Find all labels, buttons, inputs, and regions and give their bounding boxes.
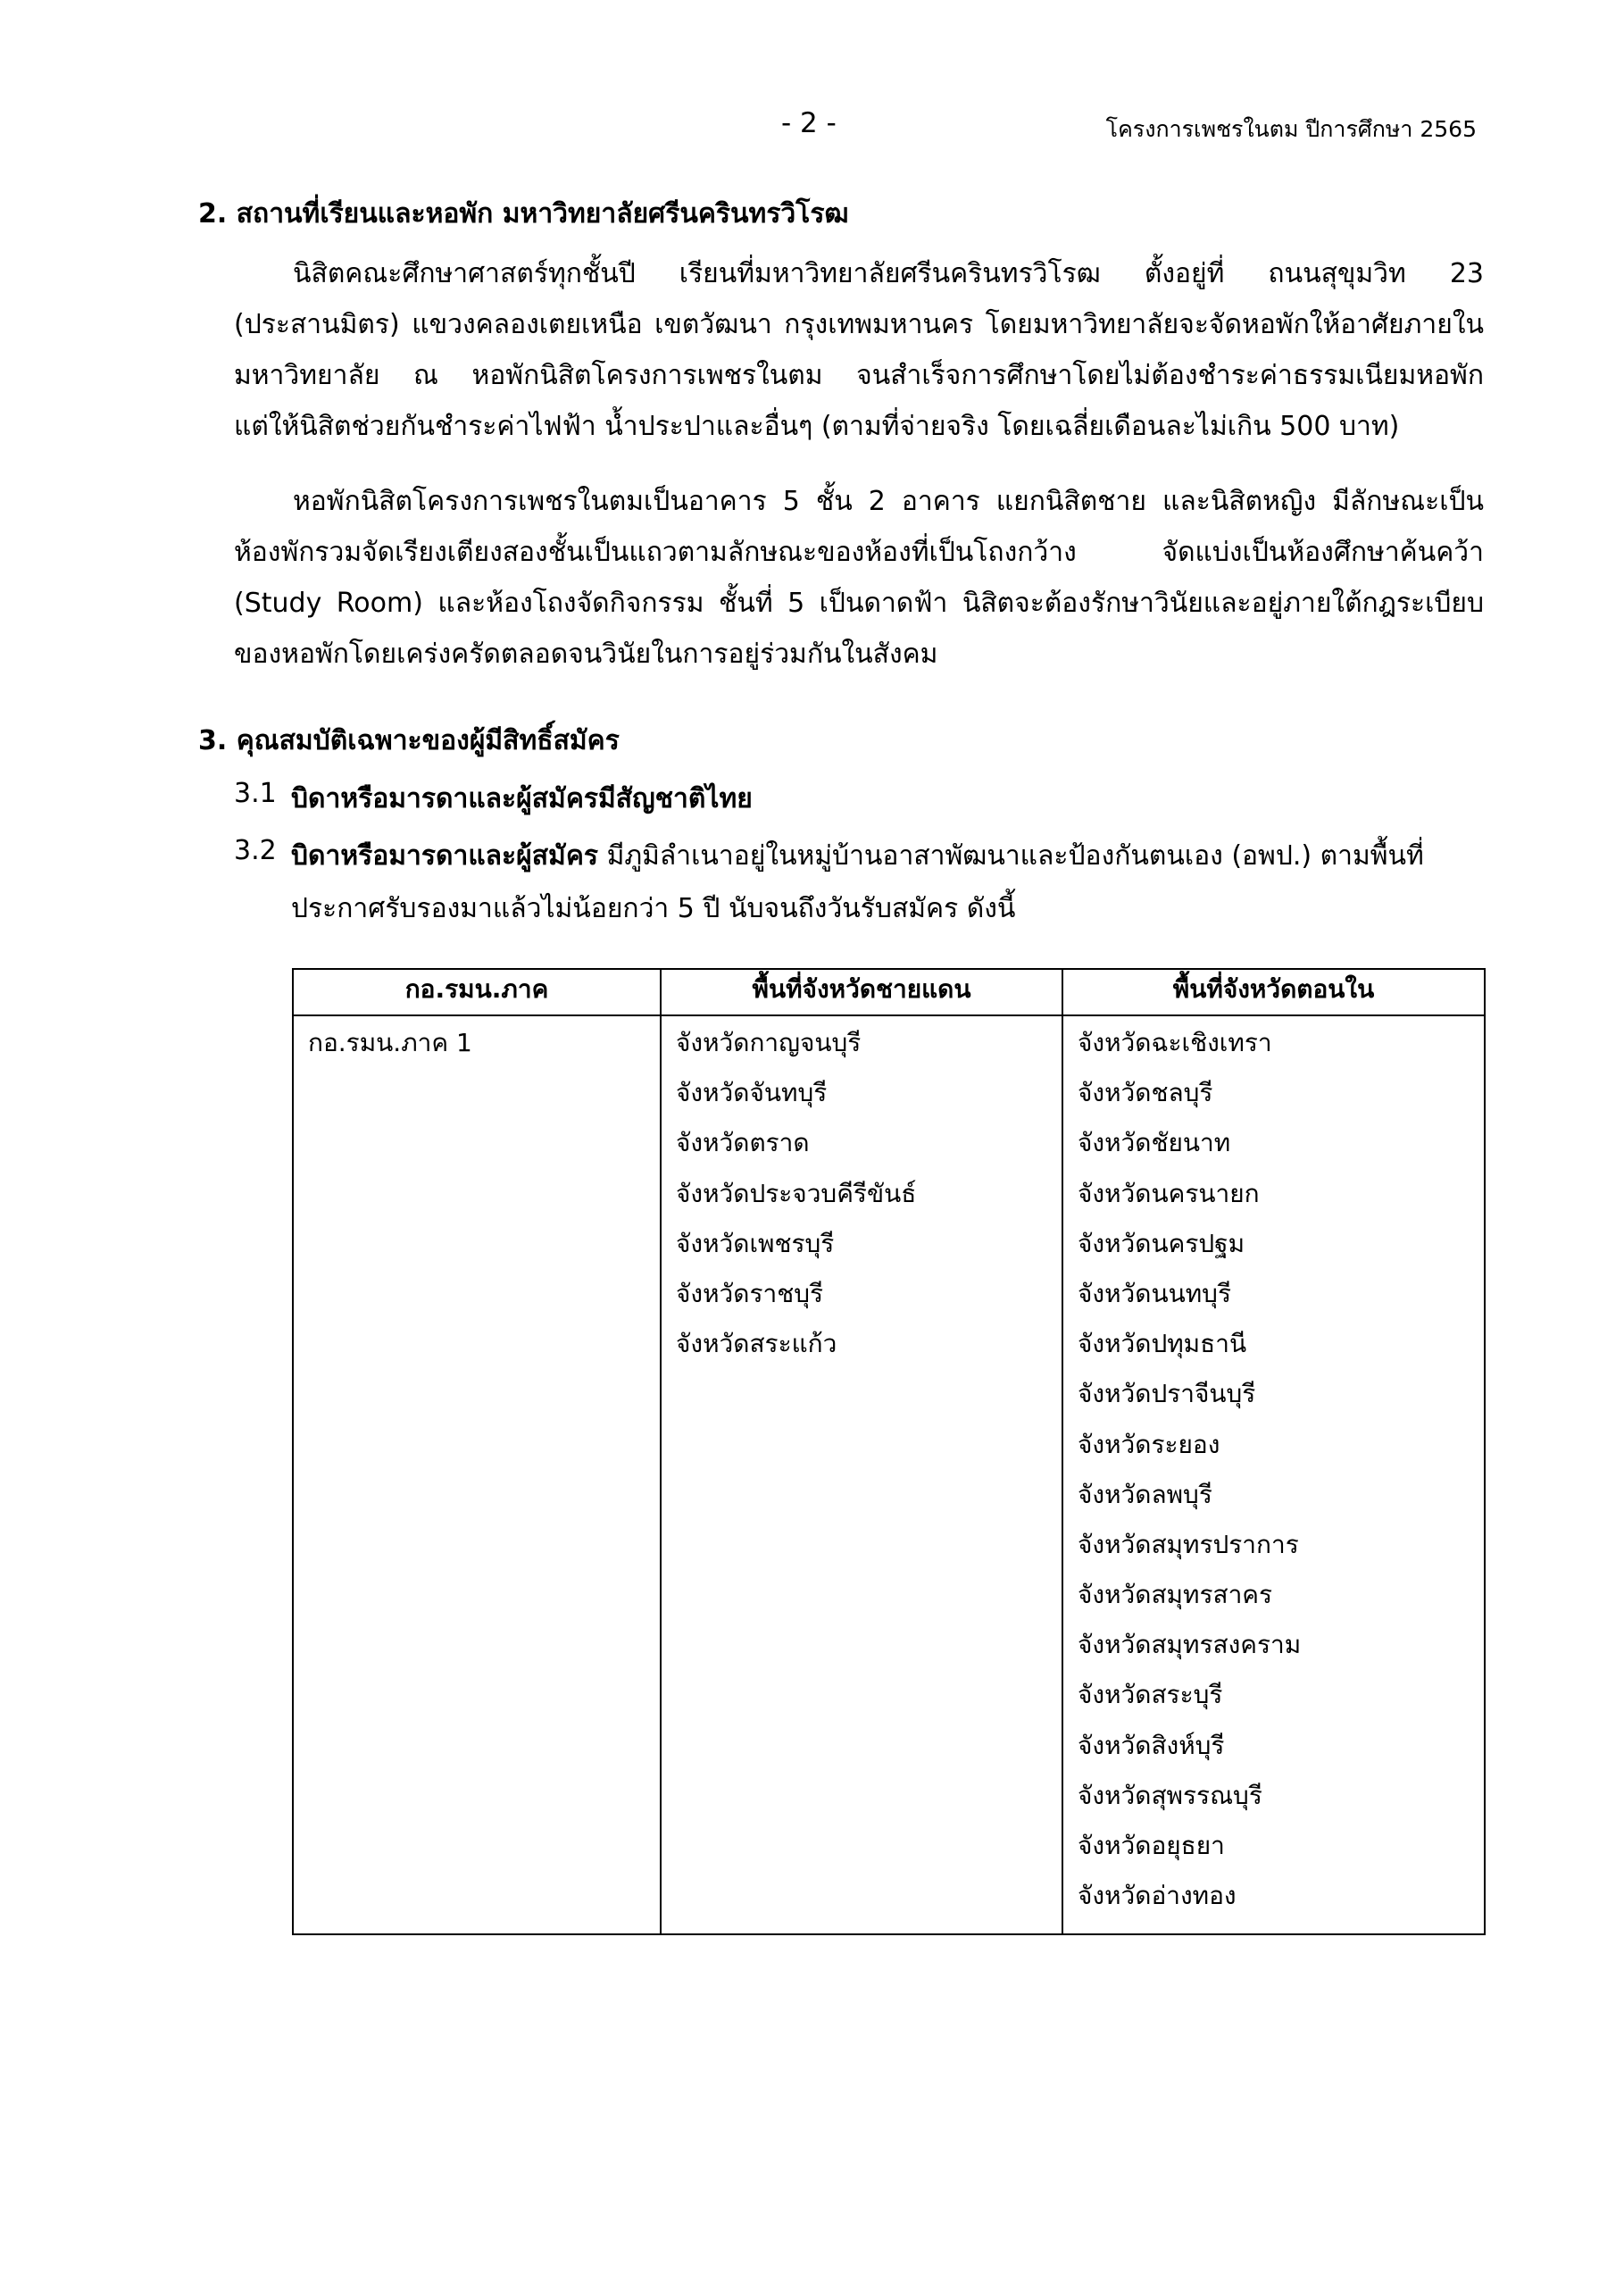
province-item: จังหวัดสมุทรปราการ bbox=[1078, 1529, 1299, 1559]
item-text: บิดาหรือมารดาและผู้สมัครมีสัญชาติไทย bbox=[291, 783, 753, 814]
province-item: จังหวัดสมุทรสาคร bbox=[1078, 1580, 1273, 1610]
column-header-region: กอ.รมน.ภาค bbox=[293, 969, 661, 1015]
province-item: จังหวัดประจวบคีรีขันธ์ bbox=[676, 1178, 917, 1208]
province-item: จังหวัดชัยนาท bbox=[1078, 1128, 1231, 1158]
province-item: จังหวัดเพชรบุรี bbox=[676, 1228, 835, 1258]
page-number: - 2 - bbox=[781, 107, 837, 139]
section-3-heading: 3. คุณสมบัติเฉพาะของผู้มีสิทธิ์สมัคร bbox=[198, 725, 620, 756]
paragraph-line: (Study Room) และห้องโถงจัดกิจกรรม ชั้นที่ 5 เป็นดาดฟ้า นิสิตจะต้องรักษาวินัยและอยู่ภายใต้กฎระเบียบ bbox=[234, 588, 1484, 619]
province-item: จังหวัดสมุทรสงคราม bbox=[1078, 1630, 1302, 1660]
paragraph-line: นิสิตคณะศึกษาศาสตร์ทุกชั้นปี เรียนที่มหาวิทยาลัยศรีนครินทรวิโรฒ ตั้งอยู่ที่ ถนนสุขุมวิท 23 bbox=[293, 258, 1484, 289]
province-item: จังหวัดสุพรรณบุรี bbox=[1078, 1780, 1262, 1810]
column-header-border-provinces: พื้นที่จังหวัดชายแดน bbox=[661, 969, 1062, 1015]
item-number: 3.1 bbox=[234, 778, 277, 809]
province-item: จังหวัดราชบุรี bbox=[676, 1278, 824, 1308]
item-bold-text: บิดาหรือมารดาและผู้สมัคร bbox=[291, 840, 599, 872]
province-item: จังหวัดกาญจนบุรี bbox=[676, 1028, 862, 1057]
province-item: จังหวัดลพบุรี bbox=[1078, 1479, 1212, 1509]
province-item: จังหวัดตราด bbox=[676, 1128, 810, 1158]
section-2-heading: 2. สถานที่เรียนและหอพัก มหาวิทยาลัยศรีนครินทรวิโรฒ bbox=[198, 198, 849, 230]
province-item: จังหวัดชลบุรี bbox=[1078, 1078, 1213, 1108]
province-item: จังหวัดนครปฐม bbox=[1078, 1228, 1245, 1258]
province-item: จังหวัดจันทบุรี bbox=[676, 1078, 828, 1108]
table-header-row bbox=[293, 969, 1485, 1015]
province-item: จังหวัดสระบุรี bbox=[1078, 1680, 1223, 1710]
paragraph-line: หอพักนิสิตโครงการเพชรในตมเป็นอาคาร 5 ชั้น 2 อาคาร แยกนิสิตชาย และนิสิตหญิง มีลักษณะเป็น bbox=[293, 486, 1485, 517]
item-text-continued: ประกาศรับรองมาแล้วไม่น้อยกว่า 5 ปี นับจนถึงวันรับสมัคร ดังนี้ bbox=[291, 893, 1016, 924]
paragraph-line: มหาวิทยาลัย ณ หอพักนิสิตโครงการเพชรในตม จนสำเร็จการศึกษาโดยไม่ต้องชำระค่าธรรมเนียมหอพัก bbox=[234, 360, 1484, 391]
province-item: จังหวัดอยุธยา bbox=[1078, 1831, 1225, 1860]
province-item: จังหวัดระยอง bbox=[1078, 1429, 1220, 1459]
column-header-inner-provinces: พื้นที่จังหวัดตอนใน bbox=[1062, 969, 1485, 1015]
province-item: จังหวัดสระแก้ว bbox=[676, 1329, 837, 1359]
province-item: จังหวัดสิงห์บุรี bbox=[1078, 1730, 1225, 1760]
paragraph-line: ห้องพักรวมจัดเรียงเตียงสองชั้นเป็นแถวตามลักษณะของห้องที่เป็นโถงกว้าง จัดแบ่งเป็นห้องศึกษาค้นคว้า bbox=[234, 537, 1484, 568]
item-text bbox=[291, 835, 1424, 877]
border-provinces-cell bbox=[661, 1015, 1062, 1934]
running-header: โครงการเพชรในตม ปีการศึกษา 2565 bbox=[1105, 116, 1477, 142]
province-table bbox=[292, 968, 1486, 1935]
province-item: จังหวัดฉะเชิงเทรา bbox=[1078, 1028, 1272, 1057]
region-name: กอ.รมน.ภาค 1 bbox=[308, 1028, 472, 1057]
region-cell bbox=[293, 1015, 661, 1934]
paragraph-line: (ประสานมิตร) แขวงคลองเตยเหนือ เขตวัฒนา กรุงเทพมหานคร โดยมหาวิทยาลัยจะจัดหอพักให้อาศัยภายใน bbox=[234, 309, 1484, 340]
table-row bbox=[293, 1015, 1485, 1934]
item-rest-text: มีภูมิลำเนาอยู่ในหมู่บ้านอาสาพัฒนาและป้องกันตนเอง (อพป.) ตามพื้นที่ bbox=[598, 840, 1424, 872]
item-number: 3.2 bbox=[234, 835, 277, 866]
paragraph-line: ของหอพักโดยเคร่งครัดตลอดจนวินัยในการอยู่ร่วมกันในสังคม bbox=[234, 639, 938, 670]
province-item: จังหวัดปราจีนบุรี bbox=[1078, 1379, 1256, 1409]
paragraph-line: แต่ให้นิสิตช่วยกันชำระค่าไฟฟ้า น้ำประปาและอื่นๆ (ตามที่จ่ายจริง โดยเฉลี่ยเดือนละไม่เกิน 500 บาท) bbox=[234, 411, 1400, 442]
province-item: จังหวัดนนทบุรี bbox=[1078, 1278, 1231, 1308]
province-item: จังหวัดปทุมธานี bbox=[1078, 1329, 1247, 1359]
province-item: จังหวัดนครนายก bbox=[1078, 1178, 1260, 1208]
province-item: จังหวัดอ่างทอง bbox=[1078, 1881, 1237, 1911]
inner-provinces-cell bbox=[1062, 1015, 1485, 1934]
